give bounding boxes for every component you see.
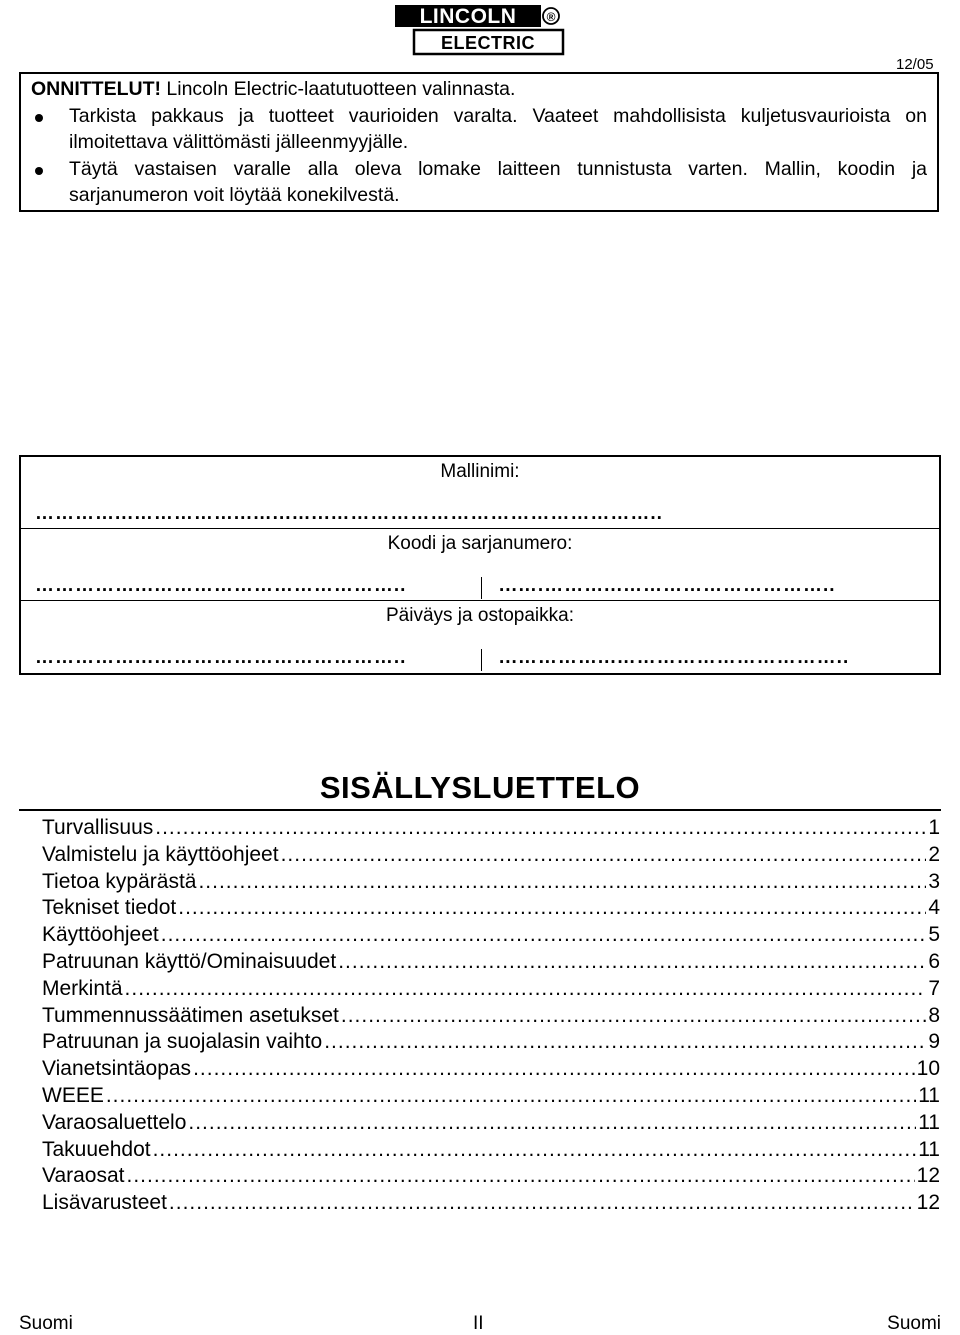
toc-dot-leader: [169, 1190, 915, 1217]
toc-title: SISÄLLYSLUETTELO: [319, 770, 641, 805]
toc-entry-title: Tietoa kypärästä: [42, 869, 197, 893]
lincoln-electric-logo: [392, 2, 566, 56]
revision-date: 12/05: [896, 56, 934, 73]
toc-entry-title: Patruunan ja suojalasin vaihto: [42, 1030, 323, 1054]
notice-heading-text: Lincoln Electric-laatutuotteen valinnasta.: [160, 78, 516, 100]
toc-entry[interactable]: [42, 1110, 940, 1137]
toc-entry[interactable]: [42, 1029, 940, 1056]
toc-entry-title: Varaosat: [42, 1164, 125, 1188]
serial-number-field[interactable]: ...….………...…………………………..: [499, 575, 836, 596]
model-name-label: Mallinimi:: [440, 461, 520, 482]
toc-entry-title: Merkintä: [42, 976, 123, 1000]
toc-entry-page: 3: [928, 869, 940, 893]
toc-entry[interactable]: [42, 1137, 940, 1164]
toc-dot-leader: [341, 1003, 926, 1030]
toc-entry[interactable]: [42, 976, 940, 1003]
toc-entry-page: 6: [928, 949, 940, 973]
notice-heading: [31, 76, 927, 103]
toc-entry-page: 11: [918, 1110, 940, 1134]
toc-entry-page: 2: [928, 842, 940, 866]
footer-language-right: Suomi: [887, 1313, 941, 1334]
code-field[interactable]: ……………...………………………………..: [35, 575, 407, 596]
bullet-dot-icon: [35, 167, 43, 175]
toc-entry-page: 12: [916, 1191, 940, 1215]
toc-dot-leader: [161, 922, 927, 949]
code-serial-label: Koodi ja sarjanumero:: [387, 533, 573, 554]
purchase-place-field[interactable]: ...…………...……………………………..: [499, 647, 850, 668]
toc-dot-leader: [324, 1029, 926, 1056]
form-divider: [21, 600, 939, 601]
toc-entry[interactable]: [42, 1003, 940, 1030]
notice-bullet: Tarkista pakkaus ja tuotteet vaurioiden varalta. Vaateet mahdollisista kuljetusvaurioista on ilmoitettava välittömästi jälleenmyyjälle.: [31, 103, 927, 156]
toc-entry-page: 12: [916, 1164, 940, 1188]
congratulations-notice: [19, 72, 939, 212]
toc-entry[interactable]: [42, 1083, 940, 1110]
toc-dot-leader: [155, 815, 926, 842]
toc-entry-title: Lisävarusteet: [42, 1191, 167, 1215]
toc-entry-page: 9: [928, 1030, 940, 1054]
toc-entry-title: WEEE: [42, 1083, 104, 1107]
field-separator: [481, 577, 482, 599]
bullet-dot-icon: [35, 114, 43, 122]
field-separator: [481, 649, 482, 671]
toc-entry[interactable]: [42, 1163, 940, 1190]
toc-dot-leader: [188, 1110, 916, 1137]
toc-dot-leader: [125, 976, 927, 1003]
toc-entry-title: Patruunan käyttö/Ominaisuudet: [42, 949, 337, 973]
toc-entry-page: 4: [928, 896, 940, 920]
toc-entry-page: 11: [918, 1083, 940, 1107]
toc-dot-leader: [193, 1056, 915, 1083]
toc-entry[interactable]: [42, 869, 940, 896]
toc-dot-leader: [153, 1137, 917, 1164]
table-of-contents: [42, 815, 940, 1217]
toc-entry-title: Takuuehdot: [42, 1137, 151, 1161]
notice-heading-bold: ONNITTELUT!: [31, 78, 161, 100]
toc-divider: [19, 809, 941, 811]
notice-bullet: Täytä vastaisen varalle alla oleva lomake laitteen tunnistusta varten. Mallin, koodin ja sarjanumeron voit löytää konekilvestä.: [31, 156, 927, 209]
svg-text:LINCOLN: LINCOLN: [419, 5, 517, 28]
toc-entry-page: 1: [928, 816, 940, 839]
form-divider: [21, 528, 939, 529]
toc-entry[interactable]: [42, 895, 940, 922]
toc-entry[interactable]: [42, 815, 940, 842]
toc-entry-title: Vianetsintäopas: [42, 1057, 192, 1081]
toc-entry-title: Valmistelu ja käyttöohjeet: [42, 842, 279, 866]
toc-entry[interactable]: [42, 1056, 940, 1083]
toc-entry-page: 11: [918, 1137, 940, 1161]
svg-text:®: ®: [546, 10, 556, 24]
toc-dot-leader: [338, 949, 926, 976]
toc-entry[interactable]: [42, 949, 940, 976]
toc-entry-title: Tummennussäätimen asetukset: [42, 1003, 339, 1027]
toc-dot-leader: [106, 1083, 916, 1110]
footer-language-left: Suomi: [19, 1313, 73, 1334]
toc-dot-leader: [281, 842, 927, 869]
toc-dot-leader: [178, 895, 926, 922]
toc-entry[interactable]: [42, 922, 940, 949]
toc-entry-title: Varaosaluettelo: [42, 1110, 187, 1134]
toc-entry-title: Turvallisuus: [42, 816, 154, 839]
toc-entry[interactable]: [42, 842, 940, 869]
model-name-field[interactable]: …………...……………...…...…...…………………………………………..: [35, 503, 663, 524]
svg-text:ELECTRIC: ELECTRIC: [441, 33, 535, 53]
toc-dot-leader: [127, 1163, 915, 1190]
toc-entry-page: 8: [928, 1003, 940, 1027]
toc-entry-title: Käyttöohjeet: [42, 923, 159, 947]
toc-entry-title: Tekniset tiedot: [42, 896, 177, 920]
toc-entry-page: 7: [928, 976, 940, 1000]
product-registration-form: [19, 455, 941, 675]
toc-entry-page: 5: [928, 923, 940, 947]
toc-entry-page: 10: [916, 1057, 940, 1081]
purchase-date-field[interactable]: ……………...………………………………..: [35, 647, 407, 668]
footer-page-number: II: [473, 1313, 484, 1334]
date-place-label: Päiväys ja ostopaikka:: [386, 605, 574, 626]
toc-dot-leader: [198, 869, 926, 896]
toc-entry[interactable]: [42, 1190, 940, 1217]
